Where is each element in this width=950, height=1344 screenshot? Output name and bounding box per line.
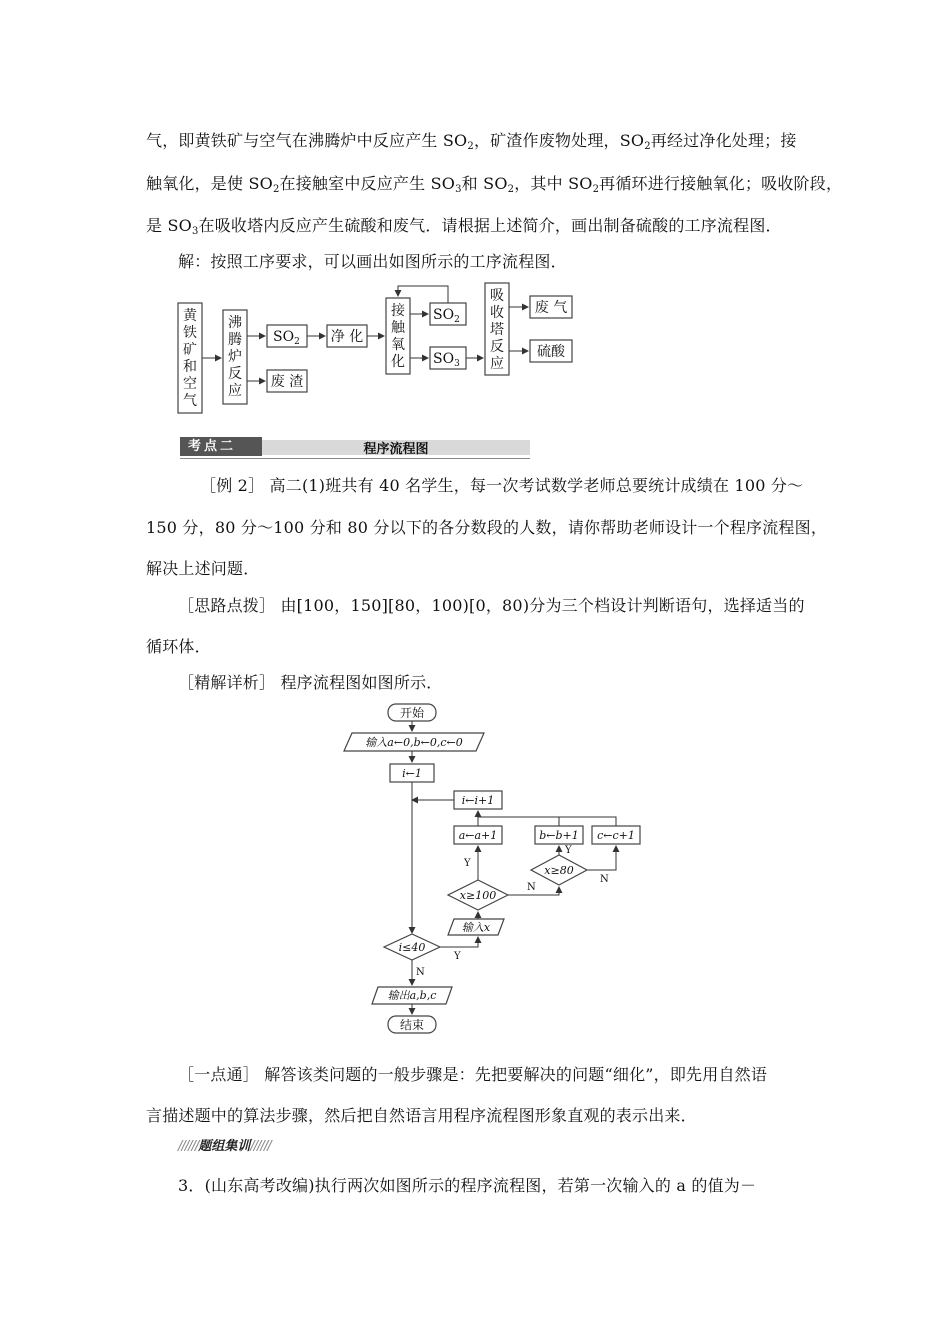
raw-char-0: 黄 [183,308,197,324]
raw-char-3: 和 [183,359,197,375]
cond100-no: N [527,882,536,893]
raw-char-4: 空 [183,376,197,392]
furnace-char-4: 应 [228,383,242,399]
purify-label: 净 化 [330,329,364,345]
furnace-char-3: 反 [228,366,242,382]
start-label: 开始 [399,706,425,720]
a-inc-label: a←a+1 [458,829,498,842]
intro-line-2: 触氧化，是使 $SO_2$在接触室中反应产生 $SO_3$和 $SO_2$，其中 $SO_2$再循环进行接触氧化；吸收阶段， [146,174,843,195]
process-diagram [170,278,590,418]
example-line-3: 解决上述问题． [146,559,260,578]
init-label: 输入a←0,b←0,c←0 [365,736,463,749]
furnace-char-1: 腾 [228,332,242,348]
example-line-2: 150 分，80 分～100 分和 80 分以下的各分数段的人数，请你帮助老师设计一个程序流程图， [146,518,828,537]
cond100-yes: Y [464,858,471,869]
i-init-label: i←1 [402,767,422,780]
solution-line: 解：按照工序要求，可以画出如图所示的工序流程图． [178,252,567,271]
c-inc-label: c←c+1 [597,829,635,842]
section-tag: 考点二 [180,437,262,456]
tip-line-1: ［一点通］ 解答该类问题的一般步骤是：先把要解决的问题“细化”，即先用自然语 [178,1065,768,1084]
so2-label: $SO_2$ [273,329,300,347]
end-label: 结束 [399,1018,425,1032]
absorb-char-0: 吸 [490,288,504,304]
waste-gas-label: 废 气 [534,300,568,316]
cond80-no: N [600,874,609,885]
contact-char-2: 氧 [391,337,405,353]
hint-line-2: 循环体． [146,637,211,656]
so2-recycle-label: $SO_2$ [433,307,460,325]
slag-label: 废 渣 [270,374,304,390]
absorb-char-4: 应 [490,356,504,372]
cond-i-label: i≤40 [398,941,426,954]
cond80-label: x≥80 [544,864,574,877]
absorb-char-1: 收 [490,305,504,321]
practice-heading: //////题组集训////// [178,1139,271,1154]
so3-label: $SO_3$ [433,351,460,369]
cond100-label: x≥100 [459,889,497,902]
raw-char-1: 铁 [183,325,197,341]
furnace-char-0: 沸 [228,315,242,331]
contact-char-0: 接 [391,303,405,319]
detail-line: ［精解详析］ 程序流程图如图所示． [178,673,443,692]
absorb-char-3: 反 [490,339,504,355]
section-divider [180,458,530,459]
tip-line-2: 言描述题中的算法步骤，然后把自然语言用程序流程图形象直观的表示出来． [146,1106,697,1125]
acid-label: 硫酸 [537,344,565,360]
b-inc-label: b←b+1 [539,829,579,842]
i-inc-label: i←i+1 [461,794,495,807]
contact-char-1: 触 [391,320,405,336]
intro-line-3: 是 $SO_3$在吸收塔内反应产生硫酸和废气．请根据上述简介，画出制备硫酸的工序流程图． [146,216,782,237]
example-line-1: ［例 2］ 高二(1)班共有 40 名学生，每一次考试数学老师总要统计成绩在 100 分～ [200,476,804,495]
cond80-yes: Y [565,845,572,856]
section-title: 程序流程图 [363,442,429,457]
intro-line-1: 气，即黄铁矿与空气在沸腾炉中反应产生 $SO_2$，矿渣作废物处理，$SO_2$再经过净化处理；接 [146,131,797,152]
raw-char-2: 矿 [183,342,197,358]
input-x-label: 输入x [461,921,491,934]
cond-i-yes: Y [454,951,461,962]
hint-line-1: ［思路点拨］ 由[100，150][80，100)[0，80)分为三个档设计判断语句，选择适当的 [178,596,805,615]
absorb-char-2: 塔 [490,322,504,338]
cond-i-no: N [416,967,425,978]
program-flowchart [330,700,660,1040]
contact-char-3: 化 [391,354,405,370]
furnace-char-2: 炉 [228,349,242,365]
question-3-line: 3．(山东高考改编)执行两次如图所示的程序流程图，若第一次输入的 a 的值为－ [178,1176,757,1195]
section-banner [180,437,530,459]
raw-char-5: 气 [183,393,197,409]
output-label: 输出a,b,c [387,989,437,1002]
